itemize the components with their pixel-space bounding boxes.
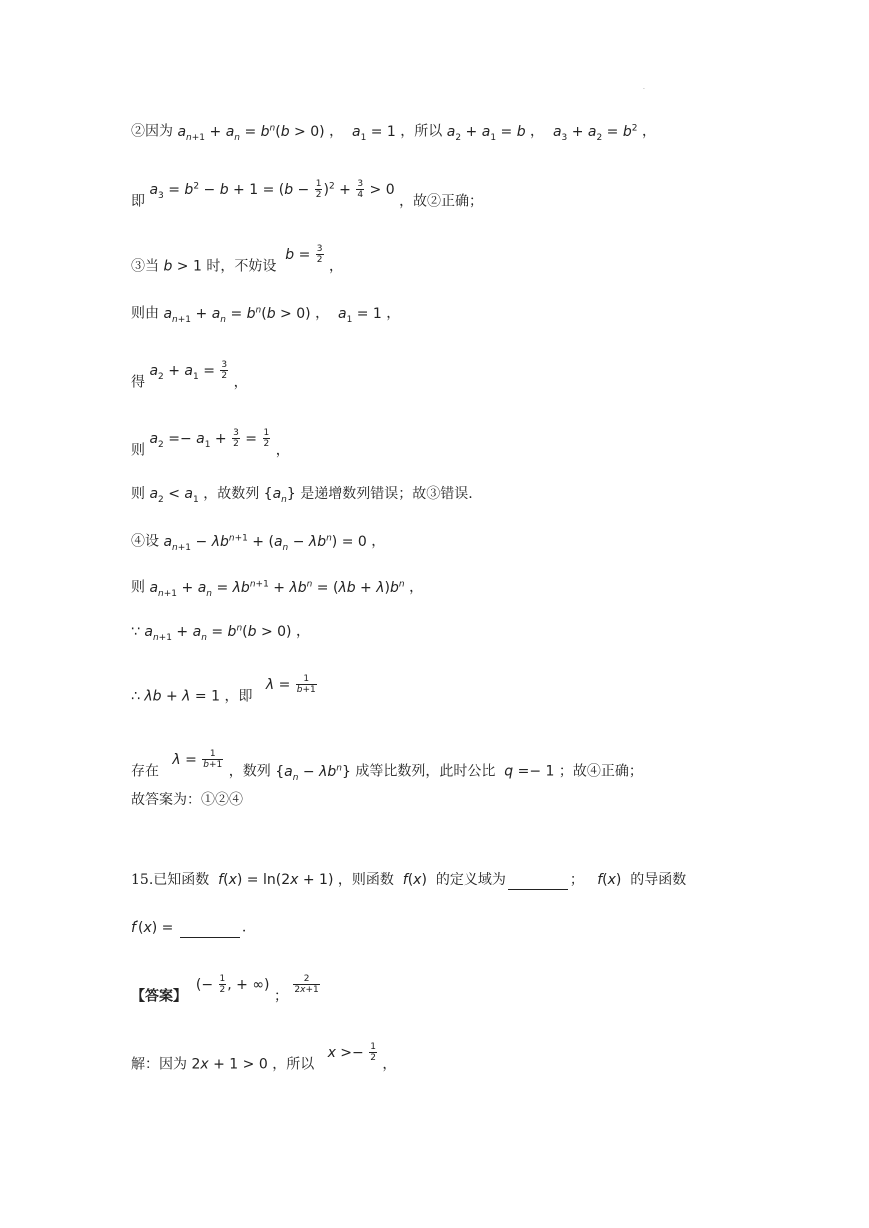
formula: $\{a_n - \lambda b^n\}$ xyxy=(275,763,351,783)
text: ，所以 xyxy=(272,1056,315,1073)
step4e-line xyxy=(131,749,643,787)
solution-line xyxy=(131,1042,397,1075)
formula: λ = $\frac{1}{b+1}$ xyxy=(265,674,316,695)
formula: b = $\frac{3}{2}$ xyxy=(285,244,323,265)
text: 则 xyxy=(131,579,145,596)
formula: $a_{n+1} - \lambda b^{n+1} + (a_n - \lambda b^n) = 0$ xyxy=(163,533,367,553)
text: 得 xyxy=(131,374,145,391)
formula: $a_{n+1} + a_n = b^n(b > 0)$ xyxy=(163,305,311,325)
question-15 xyxy=(131,870,686,890)
text: ；故④正确； xyxy=(558,763,643,780)
step4-line xyxy=(131,528,385,557)
formula: $a_2 < a_1$ xyxy=(149,486,199,505)
text: ， xyxy=(233,374,248,391)
text: ， xyxy=(315,305,330,322)
formula: $a_1 = 1$ xyxy=(351,123,396,143)
formula: 2x + 1 > 0 xyxy=(191,1056,268,1073)
text: ， xyxy=(386,305,401,322)
step3d-line xyxy=(131,428,290,466)
formula: $a_1 = 1$ xyxy=(337,305,382,325)
formula: $a_{n+1} + a_n = \lambda b^{n+1} + \lambda b^n = (\lambda b + \lambda)b^n$ xyxy=(149,579,405,599)
text: ，故数列 xyxy=(203,486,260,502)
text: 时，不妨设 xyxy=(206,258,277,275)
step2b-line xyxy=(131,179,484,217)
text: ， xyxy=(382,1056,397,1073)
formula: q =− 1 xyxy=(504,763,555,780)
text: ，故②正确； xyxy=(399,193,484,210)
answer-summary: 故答案为：①②④ xyxy=(131,792,243,808)
text: ， xyxy=(371,533,386,550)
formula: f(x) xyxy=(597,872,626,888)
text: ，则函数 xyxy=(337,872,394,888)
text: ； xyxy=(569,872,584,888)
text: ， xyxy=(409,579,424,596)
step4b-line xyxy=(131,574,423,603)
answer-label: 【答案】 xyxy=(131,988,187,1005)
text: ②因为 xyxy=(131,123,173,140)
formula: ∵ $a_{n+1} + a_n = b^n(b > 0)$ xyxy=(131,623,292,643)
text: ， xyxy=(295,623,310,640)
formula: $a_2 + a_1$ = $\frac{3}{2}$ xyxy=(149,360,228,382)
text: ， xyxy=(530,123,545,140)
question-15-derivative xyxy=(131,914,246,938)
text: 的定义域为 xyxy=(435,872,506,888)
text: 即 xyxy=(131,193,145,210)
formula: (− $\frac{1}{2}$ , + ∞) xyxy=(191,974,270,995)
text: 则 xyxy=(131,486,145,502)
step3c-line xyxy=(131,360,248,398)
text: 成等比数列，此时公比 xyxy=(355,763,496,780)
formula: $a_3 + a_2 = b^2$ xyxy=(552,123,638,143)
text: ， xyxy=(328,258,343,275)
formula: $\{a_n\}$ xyxy=(263,486,296,505)
step2-line xyxy=(131,118,656,147)
answer-blank xyxy=(508,875,568,890)
text: 解：因为 xyxy=(131,1056,187,1073)
formula: $a_3 = b^2 - b + 1 = (b$ − $\frac{1}{2}$ )$^2$ + $\frac{3}{4}$ > 0 xyxy=(149,179,395,201)
text: 则 xyxy=(131,442,145,459)
text: ； xyxy=(273,988,288,1005)
step3b-line xyxy=(131,300,400,329)
text: 的导函数 xyxy=(630,872,687,888)
step4d-line xyxy=(131,674,318,707)
formula: f(x) xyxy=(402,872,432,888)
text: ， xyxy=(329,123,344,140)
answer-blank xyxy=(180,923,240,938)
text: 是递增数列错误；故③错误. xyxy=(300,486,473,502)
step4c-line xyxy=(131,618,310,647)
text: ， xyxy=(275,442,290,459)
formula: f(x) = ln(2x + 1) xyxy=(218,872,334,888)
text: . xyxy=(241,919,247,936)
formula: $a_2 + a_1 = b$ xyxy=(446,123,526,143)
step3-line xyxy=(131,244,343,277)
formula: $a_2 =- a_1$ + $\frac{3}{2}$ = $\frac{1}{2}$ xyxy=(149,428,270,450)
corner-mark: · xyxy=(643,86,645,93)
formula: b > 1 xyxy=(163,258,202,275)
formula: ∴ λb + λ = 1 xyxy=(131,688,221,705)
answer-line xyxy=(131,974,321,1007)
formula: $a_{n+1} + a_n = b^n(b > 0)$ xyxy=(177,123,325,143)
text: ，即 xyxy=(224,688,253,705)
question-number: 15. xyxy=(131,872,154,888)
formula: $\frac{2}{2x+1}$ xyxy=(294,974,319,995)
step3e-line xyxy=(131,484,473,510)
text: ④设 xyxy=(131,533,159,550)
text: ③当 xyxy=(131,258,159,275)
text: ，所以 xyxy=(400,123,443,140)
formula: λ = $\frac{1}{b+1}$ xyxy=(172,749,223,771)
text: ，数列 xyxy=(228,763,271,780)
text: 则由 xyxy=(131,305,159,322)
text: ， xyxy=(641,123,656,140)
formula: f′(x) = xyxy=(131,919,178,936)
text: 存在 xyxy=(131,763,159,780)
formula: x >− $\frac{1}{2}$ xyxy=(327,1042,376,1063)
text: 已知函数 xyxy=(153,872,210,888)
